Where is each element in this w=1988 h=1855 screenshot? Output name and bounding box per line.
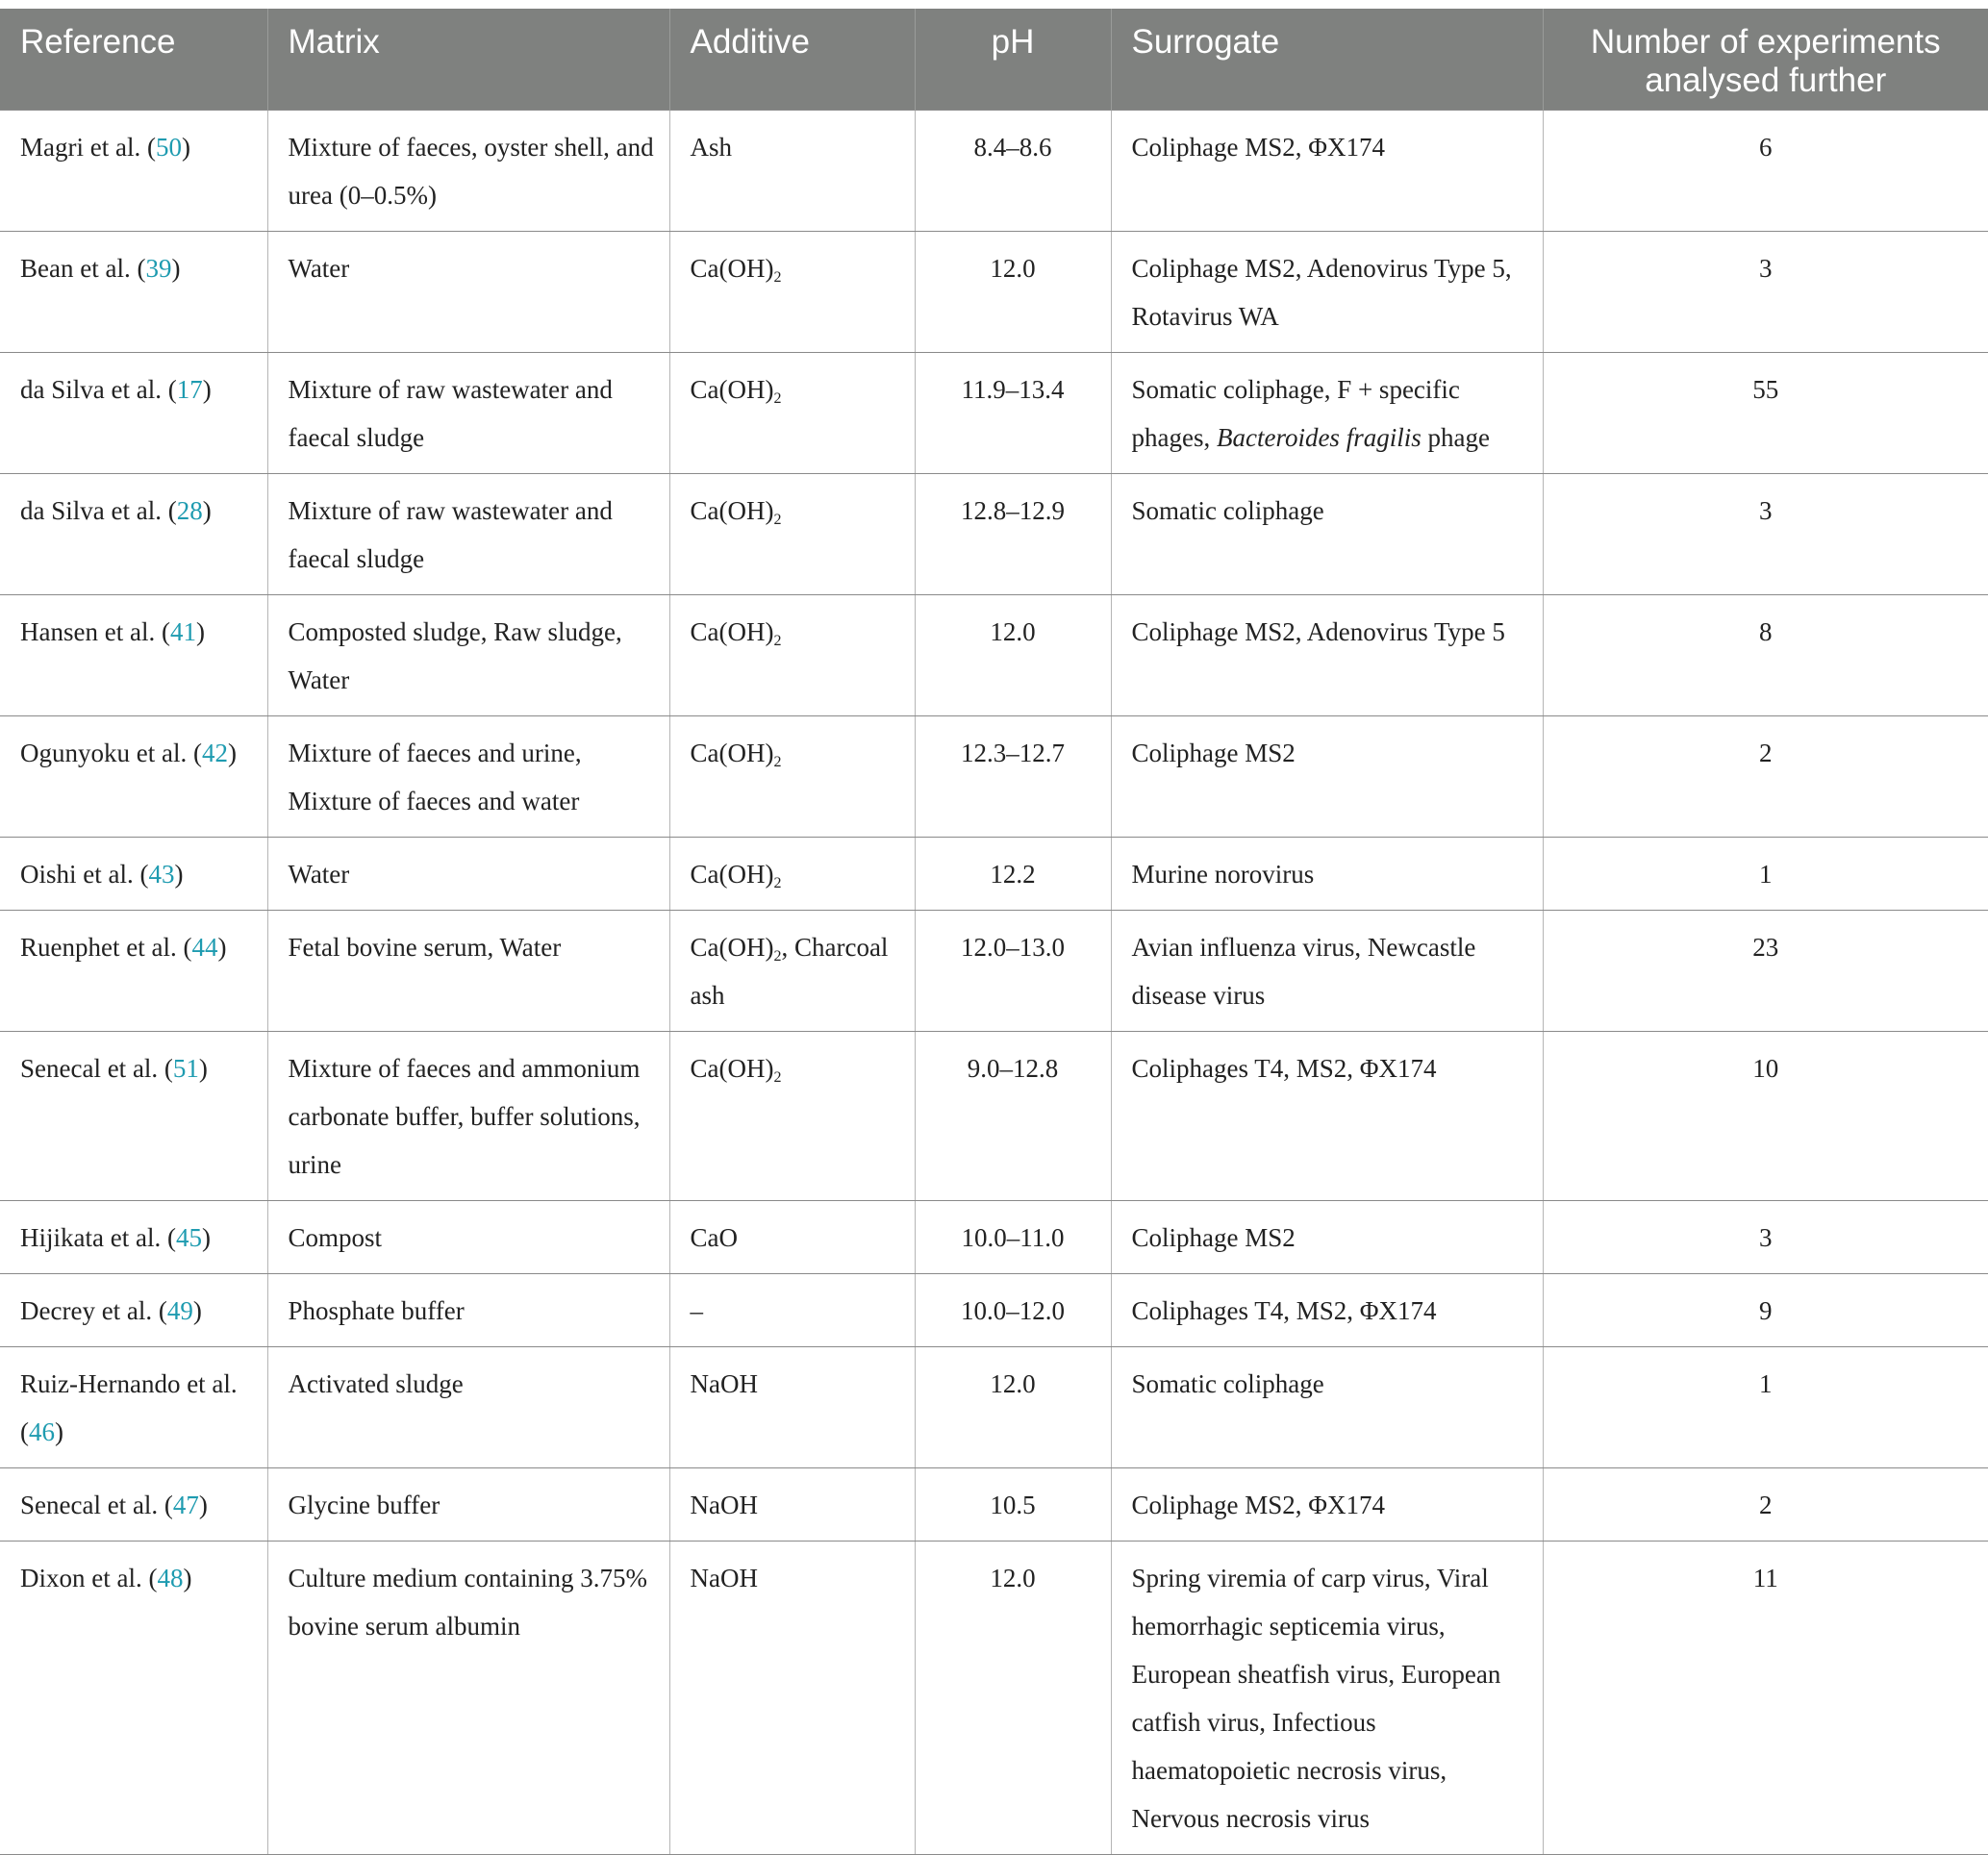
surrogate-cell xyxy=(1111,353,1543,474)
additive-main: Ca(OH) xyxy=(690,1054,774,1083)
table-row xyxy=(0,595,1988,716)
table-row xyxy=(0,911,1988,1032)
table-row xyxy=(0,1032,1988,1201)
additive-cell xyxy=(669,1201,915,1274)
reference-close: ) xyxy=(217,933,227,962)
ph-cell: 12.2 xyxy=(915,838,1111,911)
table-row xyxy=(0,838,1988,911)
additive-cell xyxy=(669,474,915,595)
experiments-cell: 6 xyxy=(1543,111,1988,232)
matrix-cell: Composted sludge, Raw sludge, Water xyxy=(267,595,669,716)
reference-link[interactable]: 46 xyxy=(29,1417,55,1446)
additive-subscript: 2 xyxy=(773,633,782,649)
surrogate-suffix: phage xyxy=(1421,423,1490,452)
additive-cell xyxy=(669,1468,915,1542)
reference-close: ) xyxy=(55,1417,63,1446)
surrogate-cell xyxy=(1111,1468,1543,1542)
surrogate-text: Somatic coliphage, F + specific phages, xyxy=(1131,375,1460,452)
additive-main: Ca(OH) xyxy=(690,496,774,525)
additive-subscript: 2 xyxy=(773,390,782,407)
surrogate-species: Bacteroides fragilis xyxy=(1216,423,1422,452)
experiments-cell: 8 xyxy=(1543,595,1988,716)
reference-cell xyxy=(0,111,267,232)
surrogate-text: Coliphage MS2, Adenovirus Type 5 xyxy=(1131,617,1505,646)
experiments-cell: 2 xyxy=(1543,1468,1988,1542)
additive-subscript: 2 xyxy=(773,1069,782,1086)
additive-main: NaOH xyxy=(690,1491,758,1519)
experiments-cell: 2 xyxy=(1543,716,1988,838)
reference-link[interactable]: 48 xyxy=(157,1564,184,1592)
reference-cell xyxy=(0,1274,267,1347)
surrogate-text: Coliphage MS2 xyxy=(1131,1223,1296,1252)
header-row xyxy=(0,9,1988,111)
reference-cell xyxy=(0,1468,267,1542)
reference-link[interactable]: 50 xyxy=(155,133,182,162)
reference-author: da Silva et al. ( xyxy=(20,375,177,404)
table-row xyxy=(0,1542,1988,1855)
ph-cell: 10.0–12.0 xyxy=(915,1274,1111,1347)
additive-main: NaOH xyxy=(690,1564,758,1592)
reference-author: Hansen et al. ( xyxy=(20,617,170,646)
surrogate-text: Coliphage MS2, Adenovirus Type 5, Rotavirus WA xyxy=(1131,254,1512,331)
table-container xyxy=(0,9,1988,1855)
additive-main: – xyxy=(690,1296,703,1325)
experiments-cell: 1 xyxy=(1543,838,1988,911)
additive-subscript: 2 xyxy=(773,754,782,770)
reference-author: Oishi et al. ( xyxy=(20,860,149,889)
reference-close: ) xyxy=(202,375,212,404)
reference-close: ) xyxy=(227,739,237,767)
surrogate-text: Coliphage MS2, ΦX174 xyxy=(1131,1491,1385,1519)
matrix-cell: Mixture of faeces and urine, Mixture of faeces and water xyxy=(267,716,669,838)
header-ph: pH xyxy=(915,9,1111,111)
additive-cell xyxy=(669,1274,915,1347)
reference-author: Magri et al. ( xyxy=(20,133,156,162)
reference-close: ) xyxy=(198,1491,208,1519)
reference-cell xyxy=(0,353,267,474)
experiments-cell: 3 xyxy=(1543,232,1988,353)
additive-main: Ca(OH) xyxy=(690,254,774,283)
experiments-cell: 55 xyxy=(1543,353,1988,474)
additive-main: Ca(OH) xyxy=(690,739,774,767)
reference-close: ) xyxy=(201,1223,211,1252)
table-row xyxy=(0,353,1988,474)
header-matrix: Matrix xyxy=(267,9,669,111)
reference-close: ) xyxy=(183,1564,192,1592)
experiments-cell: 23 xyxy=(1543,911,1988,1032)
surrogate-cell xyxy=(1111,1274,1543,1347)
surrogate-cell xyxy=(1111,716,1543,838)
surrogate-text: Coliphage MS2 xyxy=(1131,739,1296,767)
additive-subscript: 2 xyxy=(773,512,782,528)
experiments-cell: 3 xyxy=(1543,474,1988,595)
reference-author: Senecal et al. ( xyxy=(20,1054,173,1083)
reference-cell xyxy=(0,911,267,1032)
table-row xyxy=(0,1468,1988,1542)
reference-link[interactable]: 49 xyxy=(166,1296,193,1325)
ph-cell: 12.0–13.0 xyxy=(915,911,1111,1032)
reference-link[interactable]: 17 xyxy=(176,375,203,404)
reference-close: ) xyxy=(192,1296,202,1325)
additive-subscript: 2 xyxy=(773,269,782,286)
table-header xyxy=(0,9,1988,111)
additive-cell xyxy=(669,1347,915,1468)
matrix-cell: Activated sludge xyxy=(267,1347,669,1468)
matrix-cell: Mixture of raw wastewater and faecal sludge xyxy=(267,353,669,474)
additive-main: Ca(OH) xyxy=(690,375,774,404)
experiments-cell: 1 xyxy=(1543,1347,1988,1468)
reference-link[interactable]: 39 xyxy=(145,254,172,283)
header-experiments: Number of experiments analysed further xyxy=(1543,9,1988,111)
matrix-cell: Water xyxy=(267,232,669,353)
table-body xyxy=(0,111,1988,1855)
header-reference: Reference xyxy=(0,9,267,111)
additive-cell xyxy=(669,1542,915,1855)
header-additive: Additive xyxy=(669,9,915,111)
ph-cell: 9.0–12.8 xyxy=(915,1032,1111,1201)
surrogate-cell xyxy=(1111,232,1543,353)
experiments-cell: 9 xyxy=(1543,1274,1988,1347)
table-row xyxy=(0,1347,1988,1468)
reference-author: Decrey et al. ( xyxy=(20,1296,167,1325)
additive-main: Ca(OH) xyxy=(690,860,774,889)
reference-close: ) xyxy=(202,496,212,525)
additive-cell xyxy=(669,232,915,353)
surrogate-cell xyxy=(1111,1347,1543,1468)
reference-author: Ruiz-Hernando et al. ( xyxy=(20,1369,238,1446)
experiments-cell: 11 xyxy=(1543,1542,1988,1855)
ph-cell: 8.4–8.6 xyxy=(915,111,1111,232)
surrogate-text: Coliphage MS2, ΦX174 xyxy=(1131,133,1385,162)
virus-inactivation-table xyxy=(0,9,1988,1855)
reference-author: Ruenphet et al. ( xyxy=(20,933,192,962)
matrix-cell: Fetal bovine serum, Water xyxy=(267,911,669,1032)
table-row xyxy=(0,232,1988,353)
reference-link[interactable]: 28 xyxy=(176,496,203,525)
surrogate-cell xyxy=(1111,1032,1543,1201)
reference-close: ) xyxy=(171,254,181,283)
ph-cell: 12.0 xyxy=(915,595,1111,716)
reference-author: da Silva et al. ( xyxy=(20,496,177,525)
matrix-cell: Compost xyxy=(267,1201,669,1274)
reference-cell xyxy=(0,474,267,595)
matrix-cell: Mixture of faeces, oyster shell, and urea (0–0.5%) xyxy=(267,111,669,232)
reference-close: ) xyxy=(195,617,205,646)
ph-cell: 12.8–12.9 xyxy=(915,474,1111,595)
additive-cell xyxy=(669,353,915,474)
ph-cell: 10.5 xyxy=(915,1468,1111,1542)
ph-cell: 11.9–13.4 xyxy=(915,353,1111,474)
reference-link[interactable]: 42 xyxy=(201,739,228,767)
reference-author: Dixon et al. ( xyxy=(20,1564,158,1592)
surrogate-cell xyxy=(1111,111,1543,232)
additive-extra: , Charcoal ash xyxy=(690,933,889,1010)
reference-link[interactable]: 47 xyxy=(172,1491,199,1519)
surrogate-text: Somatic coliphage xyxy=(1131,1369,1324,1398)
additive-cell xyxy=(669,1032,915,1201)
table-row xyxy=(0,716,1988,838)
reference-link[interactable]: 43 xyxy=(148,860,175,889)
reference-cell xyxy=(0,1201,267,1274)
surrogate-text: Avian influenza virus, Newcastle disease virus xyxy=(1131,933,1476,1010)
reference-cell xyxy=(0,1032,267,1201)
surrogate-cell xyxy=(1111,1201,1543,1274)
header-surrogate: Surrogate xyxy=(1111,9,1543,111)
additive-main: Ash xyxy=(690,133,733,162)
ph-cell: 10.0–11.0 xyxy=(915,1201,1111,1274)
matrix-cell: Mixture of raw wastewater and faecal sludge xyxy=(267,474,669,595)
surrogate-cell xyxy=(1111,838,1543,911)
reference-cell xyxy=(0,838,267,911)
reference-author: Hijikata et al. ( xyxy=(20,1223,176,1252)
surrogate-text: Somatic coliphage xyxy=(1131,496,1324,525)
reference-cell xyxy=(0,232,267,353)
additive-cell xyxy=(669,111,915,232)
matrix-cell: Culture medium containing 3.75% bovine serum albumin xyxy=(267,1542,669,1855)
additive-cell xyxy=(669,838,915,911)
surrogate-text: Spring viremia of carp virus, Viral hemorrhagic septicemia virus, European sheatfish virus, European catfish virus, Infectious haematopoietic necrosis virus, Nervous necrosis virus xyxy=(1131,1564,1501,1833)
reference-author: Bean et al. ( xyxy=(20,254,146,283)
reference-author: Ogunyoku et al. ( xyxy=(20,739,202,767)
additive-cell xyxy=(669,911,915,1032)
additive-main: NaOH xyxy=(690,1369,758,1398)
ph-cell: 12.0 xyxy=(915,1542,1111,1855)
surrogate-cell xyxy=(1111,595,1543,716)
experiments-cell: 10 xyxy=(1543,1032,1988,1201)
surrogate-text: Coliphages T4, MS2, ΦX174 xyxy=(1131,1296,1437,1325)
reference-link[interactable]: 51 xyxy=(172,1054,199,1083)
table-row xyxy=(0,474,1988,595)
reference-author: Senecal et al. ( xyxy=(20,1491,173,1519)
surrogate-text: Coliphages T4, MS2, ΦX174 xyxy=(1131,1054,1437,1083)
table-row xyxy=(0,1201,1988,1274)
surrogate-text: Murine norovirus xyxy=(1131,860,1315,889)
ph-cell: 12.3–12.7 xyxy=(915,716,1111,838)
ph-cell: 12.0 xyxy=(915,232,1111,353)
additive-subscript: 2 xyxy=(773,948,782,965)
table-row xyxy=(0,111,1988,232)
reference-link[interactable]: 45 xyxy=(175,1223,202,1252)
additive-cell xyxy=(669,595,915,716)
surrogate-cell xyxy=(1111,474,1543,595)
reference-link[interactable]: 44 xyxy=(191,933,218,962)
additive-main: Ca(OH) xyxy=(690,617,774,646)
additive-cell xyxy=(669,716,915,838)
table-row xyxy=(0,1274,1988,1347)
matrix-cell: Water xyxy=(267,838,669,911)
additive-subscript: 2 xyxy=(773,875,782,891)
reference-close: ) xyxy=(181,133,190,162)
matrix-cell: Mixture of faeces and ammonium carbonate buffer, buffer solutions, urine xyxy=(267,1032,669,1201)
reference-close: ) xyxy=(198,1054,208,1083)
experiments-cell: 3 xyxy=(1543,1201,1988,1274)
ph-cell: 12.0 xyxy=(915,1347,1111,1468)
reference-link[interactable]: 41 xyxy=(169,617,196,646)
reference-close: ) xyxy=(174,860,184,889)
additive-main: CaO xyxy=(690,1223,738,1252)
matrix-cell: Phosphate buffer xyxy=(267,1274,669,1347)
reference-cell xyxy=(0,1347,267,1468)
additive-main: Ca(OH) xyxy=(690,933,774,962)
matrix-cell: Glycine buffer xyxy=(267,1468,669,1542)
surrogate-cell xyxy=(1111,911,1543,1032)
reference-cell xyxy=(0,595,267,716)
surrogate-cell xyxy=(1111,1542,1543,1855)
reference-cell xyxy=(0,1542,267,1855)
reference-cell xyxy=(0,716,267,838)
